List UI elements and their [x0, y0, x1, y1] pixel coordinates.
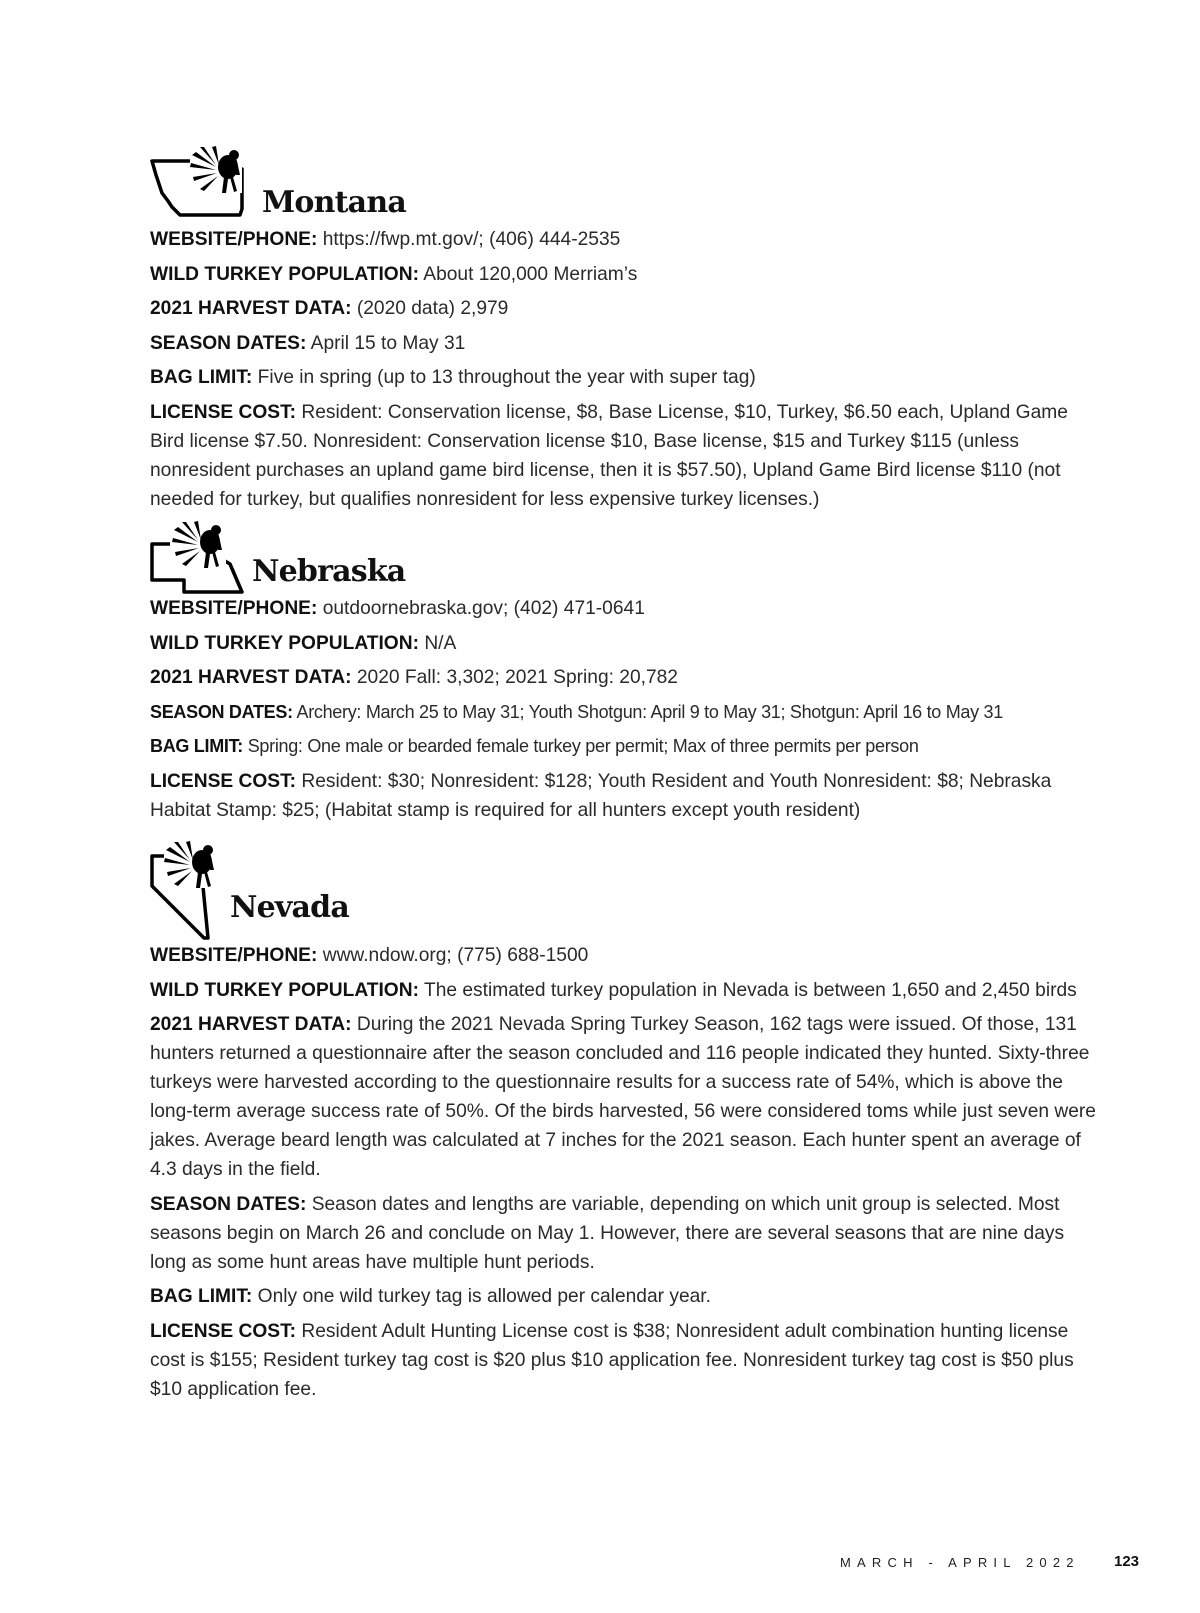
state-header	[150, 145, 1100, 225]
bag-limit-field	[150, 732, 1100, 761]
bag-limit-field	[150, 1282, 1100, 1311]
population-field	[150, 260, 1100, 289]
field-value: (2020 data) 2,979	[356, 298, 509, 319]
population-field	[150, 976, 1100, 1005]
state-section-montana	[150, 145, 1100, 519]
license-cost-field	[150, 1317, 1100, 1404]
state-section-nevada	[150, 840, 1100, 1409]
field-label: WILD TURKEY POPULATION:	[150, 632, 419, 654]
harvest-data-field	[150, 1010, 1100, 1184]
field-label: SEASON DATES:	[150, 1193, 307, 1215]
page-number: 123	[1114, 1553, 1140, 1570]
season-dates-field	[150, 698, 1100, 727]
field-label: BAG LIMIT:	[150, 367, 253, 388]
field-value: About 120,000 Merriam’s	[423, 263, 638, 285]
license-cost-field	[150, 767, 1100, 825]
website-phone-field	[150, 941, 1100, 970]
field-value: Season dates and lengths are variable, depending on which unit group is selected. Most seasons begin on March 26 and conclude on May 1. However, there are several seasons that are nine days long as some hunt areas have multiple hunt periods.	[150, 1193, 1065, 1273]
state-details	[150, 941, 1100, 1404]
field-value: www.ndow.org; (775) 688-1500	[322, 945, 589, 966]
state-name: Nevada	[230, 890, 349, 925]
page-footer	[0, 1555, 1200, 1585]
field-label: WEBSITE/PHONE:	[150, 945, 318, 966]
field-value: Resident: $30; Nonresident: $128; Youth Resident and Youth Nonresident: $8; Nebraska Habitat Stamp: $25; (Habitat stamp is required for all hunters except youth resident)	[150, 770, 1052, 821]
field-label: LICENSE COST:	[150, 1320, 297, 1342]
field-label: 2021 HARVEST DATA:	[150, 667, 352, 688]
season-dates-field	[150, 1190, 1100, 1277]
state-header	[150, 520, 1100, 600]
field-value: Five in spring (up to 13 throughout the year with super tag)	[257, 367, 756, 388]
season-dates-field	[150, 329, 1100, 358]
bag-limit-field	[150, 363, 1100, 392]
field-label: 2021 HARVEST DATA:	[150, 298, 352, 319]
state-section-nebraska	[150, 520, 1100, 830]
field-label: WILD TURKEY POPULATION:	[150, 263, 419, 285]
state-details	[150, 225, 1100, 514]
field-label: 2021 HARVEST DATA:	[150, 1014, 352, 1035]
nevada-turkey-logo-icon	[150, 840, 240, 940]
nebraska-turkey-logo-icon	[150, 520, 260, 600]
field-value: Only one wild turkey tag is allowed per calendar year.	[257, 1286, 711, 1307]
field-value: Resident Adult Hunting License cost is $38; Nonresident adult combination hunting license cost is $155; Resident turkey tag cost is $20 plus $10 application fee. Nonresident turkey tag cost is $50 plus $10 application fee.	[150, 1320, 1074, 1400]
harvest-data-field	[150, 294, 1100, 323]
field-value: During the 2021 Nevada Spring Turkey Season, 162 tags were issued. Of those, 131 hunters returned a questionnaire after the season concluded and 116 people indicated they hunted. Sixty-three turkeys were harvested according to the questionnaire results for a success rate of 54%, which is above the long-term average success rate of 50%. Of the birds harvested, 56 were considered toms while just seven were jakes. Average beard length was calculated at 7 inches for the 2021 season. Each hunter spent an average of 4.3 days in the field.	[150, 1014, 1096, 1180]
state-name: Nebraska	[252, 554, 406, 589]
field-label: WEBSITE/PHONE:	[150, 598, 318, 619]
field-label: LICENSE COST:	[150, 770, 297, 792]
field-value: 2020 Fall: 3,302; 2021 Spring: 20,782	[356, 667, 678, 688]
field-value: April 15 to May 31	[310, 332, 466, 354]
field-value: Spring: One male or bearded female turkey per permit; Max of three permits per person	[247, 736, 919, 756]
field-value: https://fwp.mt.gov/; (406) 444-2535	[322, 229, 621, 250]
harvest-data-field	[150, 663, 1100, 692]
issue-date: MARCH - APRIL 2022	[840, 1555, 1080, 1570]
state-name: Montana	[262, 185, 406, 220]
field-value: outdoornebraska.gov; (402) 471-0641	[322, 598, 645, 619]
field-label: SEASON DATES:	[150, 332, 307, 354]
website-phone-field	[150, 225, 1100, 254]
field-value: Archery: March 25 to May 31; Youth Shotgun: April 9 to May 31; Shotgun: April 16 to May 31	[296, 701, 1003, 722]
state-header	[150, 840, 1100, 940]
population-field	[150, 629, 1100, 658]
field-label: LICENSE COST:	[150, 401, 297, 423]
field-label: BAG LIMIT:	[150, 736, 243, 756]
montana-turkey-logo-icon	[150, 145, 260, 225]
field-label: WEBSITE/PHONE:	[150, 229, 318, 250]
field-value: N/A	[424, 632, 457, 654]
field-label: SEASON DATES:	[150, 701, 293, 722]
field-value: The estimated turkey population in Nevada is between 1,650 and 2,450 birds	[423, 979, 1077, 1001]
field-label: WILD TURKEY POPULATION:	[150, 979, 419, 1001]
field-value: Resident: Conservation license, $8, Base License, $10, Turkey, $6.50 each, Upland Game Bird license $7.50. Nonresident: Conservation license $10, Base license, $15 and Turkey $115 (unless nonresident purchases an upland game bird license, then it is $57.50), Upland Game Bird license $110 (not needed for turkey, but qualifies nonresident for less expensive turkey licenses.)	[150, 401, 1068, 510]
state-details	[150, 594, 1100, 825]
field-label: BAG LIMIT:	[150, 1286, 253, 1307]
license-cost-field	[150, 398, 1100, 514]
